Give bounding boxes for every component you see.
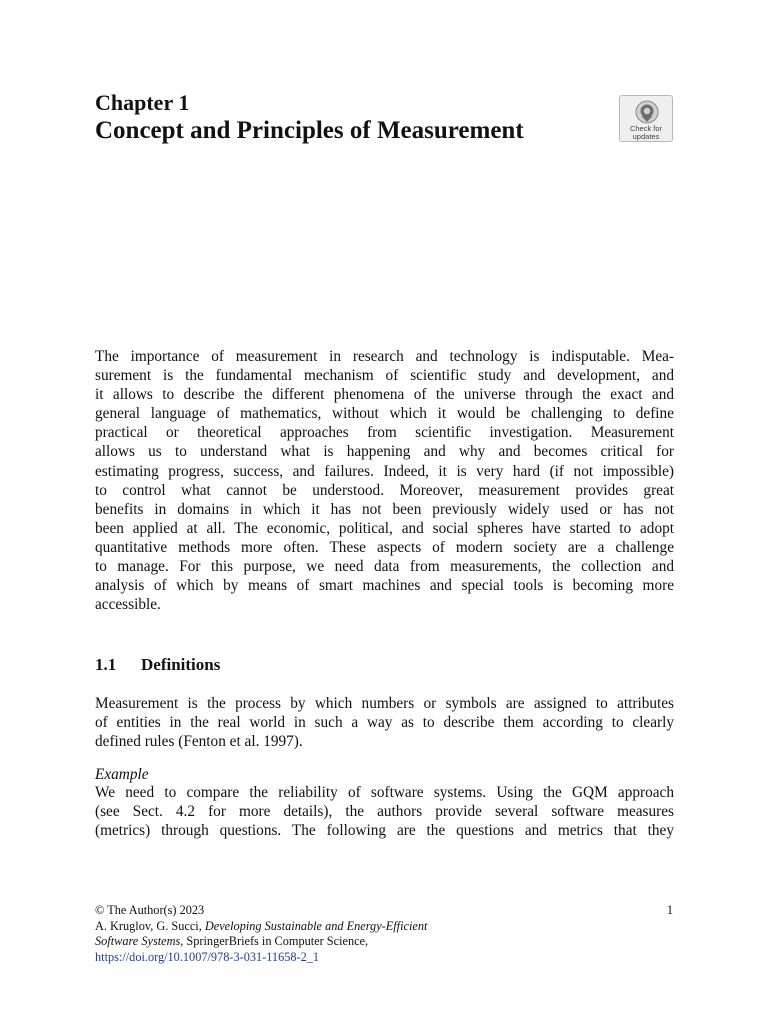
definition-line: of entities in the real world in such a way as to describe them according to clearly [95,714,674,732]
copyright-notice: © The Author(s) 2023 [95,903,205,917]
example-paragraph [95,783,674,840]
check-for-updates-line1: Check for [629,124,663,133]
intro-line: quantitative methods more often. These aspects of modern society are a challenge [95,538,674,556]
intro-line: estimating progress, success, and failures. Indeed, it is very hard (if not impossible) [95,462,674,480]
intro-line: practical or theoretical approaches from scientific investigation. Measurement [95,424,674,442]
intro-line: to manage. For this purpose, we need data from measurements, the collection and [95,558,674,576]
definition-paragraph [95,694,674,751]
example-label: Example [95,766,149,783]
series-name: , SpringerBriefs in Computer Science, [180,934,369,949]
citation-line-3 [95,950,674,966]
intro-line: analysis of which by means of smart machines and special tools is becoming more [95,577,674,595]
section-heading [95,654,220,676]
definition-line: defined rules (Fenton et al. 1997). [95,733,303,751]
chapter-label: Chapter 1 [95,90,190,115]
intro-line: surement is the fundamental mechanism of scientific study and development, and [95,367,674,385]
intro-line: general language of mathematics, without which it would be challenging to define [95,405,674,423]
intro-line: allows us to understand what is happening and why and becomes critical for [95,443,674,461]
intro-line: The importance of measurement in research and technology is indisputable. Mea- [95,348,674,365]
check-for-updates-badge[interactable] [619,95,673,142]
intro-paragraph [95,347,674,614]
chapter-title: Concept and Principles of Measurement [95,117,524,144]
doi-link[interactable]: https://doi.org/10.1007/978-3-031-11658-2_1 [95,949,320,964]
check-for-updates-icon [635,100,659,124]
intro-line: to control what cannot be understood. Moreover, measurement provides great [95,481,674,499]
book-title-part2: Software Systems [95,934,181,949]
citation-authors: A. Kruglov, G. Succi, [95,918,205,933]
definition-line: Measurement is the process by which numbers or symbols are assigned to attributes [95,695,674,712]
intro-line: been applied at all. The economic, political, and social spheres have started to adopt [95,519,674,537]
footer-citation [95,903,674,965]
check-for-updates-text [620,125,672,141]
book-title-part1: Developing Sustainable and Energy-Efficient [204,918,428,933]
citation-line-2 [95,934,674,950]
section-number: 1.1 [95,655,117,674]
page-number: 1 [666,903,673,917]
intro-line: benefits in domains in which it has not been previously widely used or has not [95,500,674,518]
example-line: We need to compare the reliability of software systems. Using the GQM approach [95,784,674,801]
example-line: (metrics) through questions. The following are the questions and metrics that they [95,822,674,840]
section-title: Definitions [141,655,221,674]
citation-line-1 [95,919,674,935]
example-line: (see Sect. 4.2 for more details), the authors provide several software measures [95,803,674,821]
check-for-updates-line2: updates [632,132,660,141]
intro-line: it allows to describe the different phenomena of the universe through the exact and [95,386,674,404]
intro-line: accessible. [95,596,161,614]
